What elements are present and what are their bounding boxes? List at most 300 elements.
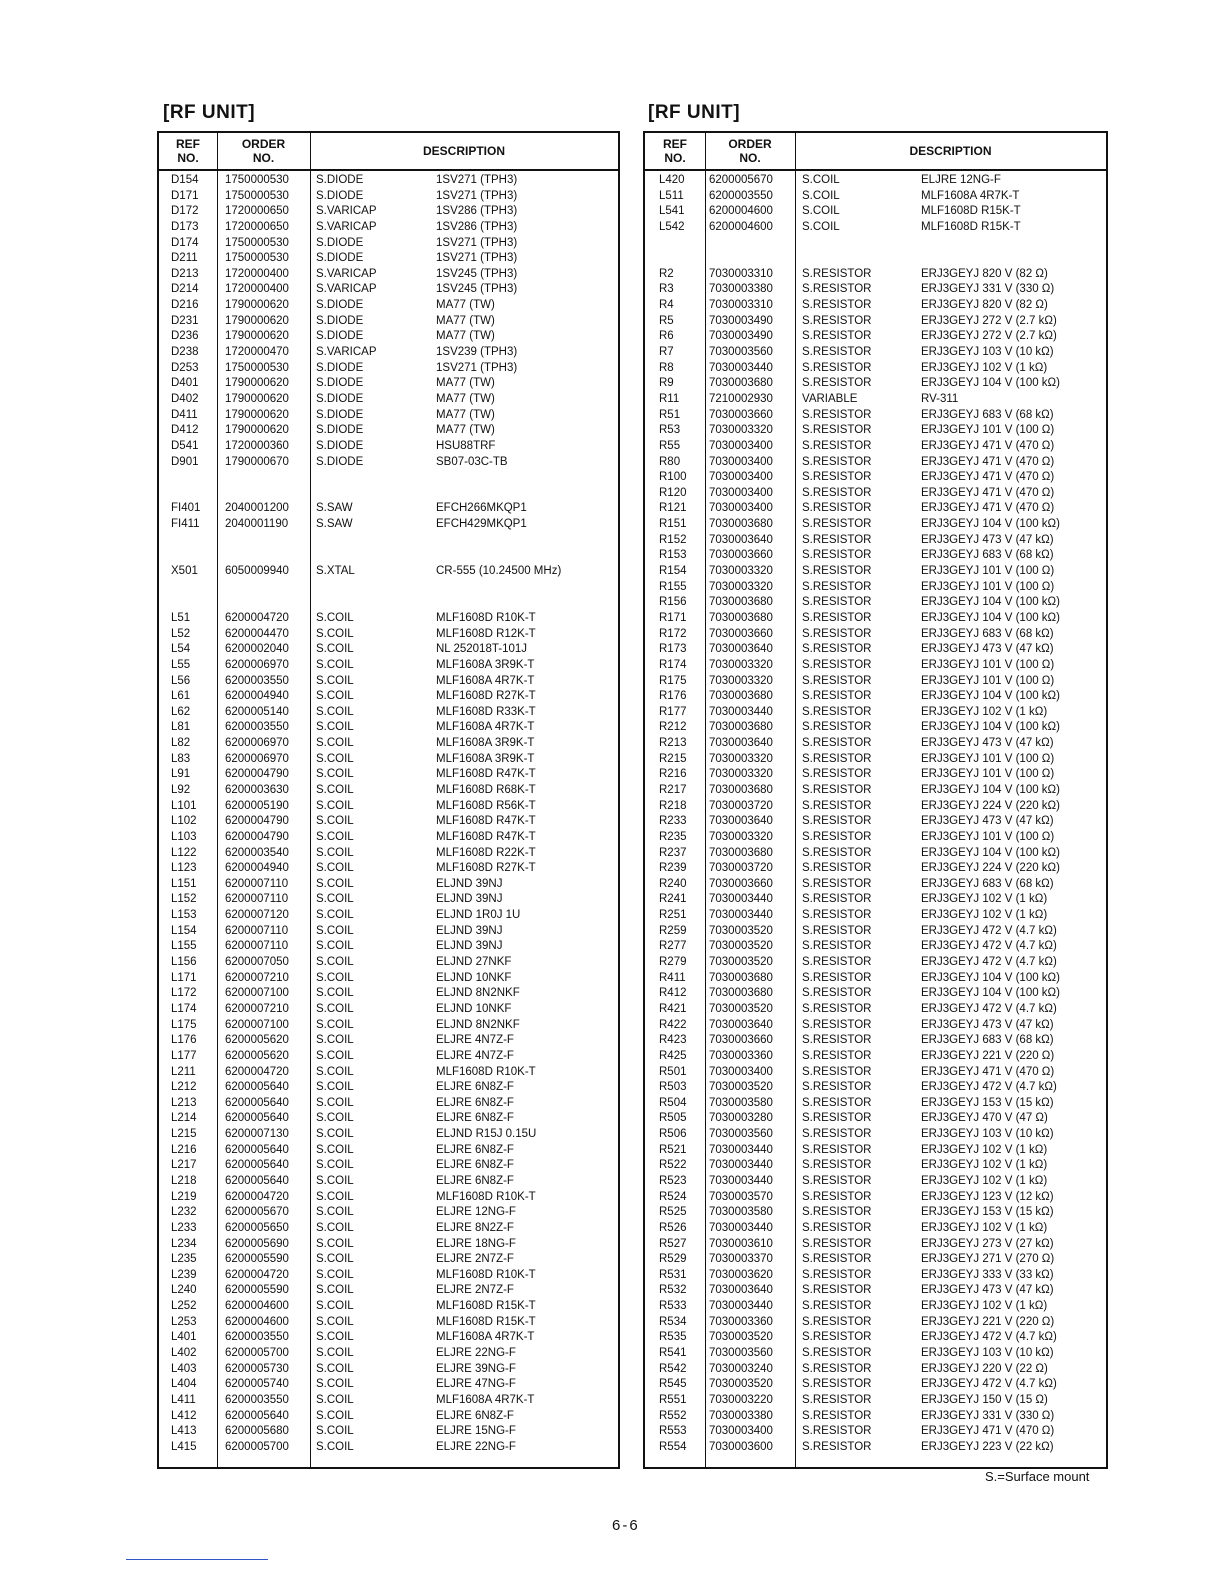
type-cell: S.COIL <box>316 815 354 828</box>
table-row <box>645 1127 1106 1143</box>
ref-no-cell: R156 <box>659 596 687 609</box>
ref-no-cell: L102 <box>171 815 197 828</box>
part-cell: ERJ3GEYJ 104 V (100 kΩ) <box>921 987 1060 1000</box>
part-cell: MLF1608D R27K-T <box>436 690 536 703</box>
table-row <box>645 971 1106 987</box>
part-cell: 1SV271 (TPH3) <box>436 361 518 374</box>
type-cell: S.RESISTOR <box>802 752 872 765</box>
ref-no-cell: R551 <box>659 1393 687 1406</box>
order-no-cell: 6200006970 <box>225 752 289 765</box>
ref-no-cell: D154 <box>171 174 199 186</box>
ref-no-cell: R533 <box>659 1300 687 1313</box>
ref-no-cell: R212 <box>659 721 687 734</box>
part-cell: 1SV245 (TPH3) <box>436 283 518 296</box>
order-no-cell: 7030003560 <box>709 1128 773 1141</box>
table-row <box>645 1377 1106 1393</box>
table-row <box>645 329 1106 345</box>
type-cell: S.COIL <box>316 1284 354 1297</box>
part-cell: ERJ3GEYJ 102 V (1 kΩ) <box>921 1175 1048 1187</box>
part-cell: ERJ3GEYJ 104 V (100 kΩ) <box>921 377 1060 390</box>
table-row <box>159 1080 618 1096</box>
type-cell: S.RESISTOR <box>802 846 872 859</box>
order-no-cell: 6200005640 <box>225 1159 289 1172</box>
table-row <box>159 674 618 690</box>
part-cell: MLF1608D R10K-T <box>436 1190 536 1203</box>
order-no-cell: 6200005620 <box>225 1034 289 1047</box>
type-cell: S.COIL <box>316 611 354 624</box>
type-cell: S.RESISTOR <box>802 1018 872 1031</box>
table-row <box>159 1299 618 1315</box>
table-row <box>159 236 618 252</box>
ref-no-cell: L213 <box>171 1096 197 1109</box>
table-row <box>645 814 1106 830</box>
order-no-cell: 6200002040 <box>225 643 289 656</box>
type-cell: S.RESISTOR <box>802 346 872 359</box>
part-cell: ERJ3GEYJ 472 V (4.7 kΩ) <box>921 1002 1057 1015</box>
ref-no-cell: D253 <box>171 361 199 374</box>
order-no-cell: 6200003550 <box>225 1393 289 1406</box>
ref-no-cell: L101 <box>171 799 197 812</box>
ref-no-cell: R2 <box>659 267 674 280</box>
order-no-cell: 7030003580 <box>709 1096 773 1109</box>
type-cell: S.COIL <box>316 1049 354 1062</box>
type-cell: S.COIL <box>316 1081 354 1094</box>
order-no-cell: 6200005690 <box>225 1237 289 1250</box>
type-cell: S.RESISTOR <box>802 1347 872 1360</box>
order-no-cell: 7030003640 <box>709 533 773 546</box>
ref-no-cell: R545 <box>659 1378 687 1391</box>
table-row <box>645 1268 1106 1284</box>
part-cell: ERJ3GEYJ 472 V (4.7 kΩ) <box>921 924 1057 937</box>
table-row <box>159 1002 618 1018</box>
part-cell: ERJ3GEYJ 104 V (100 kΩ) <box>921 690 1060 703</box>
table-row <box>645 674 1106 690</box>
part-cell: ERJ3GEYJ 221 V (220 Ω) <box>921 1049 1055 1062</box>
table-row <box>645 611 1106 627</box>
type-cell: S.RESISTOR <box>802 1331 872 1344</box>
type-cell: S.RESISTOR <box>802 830 872 843</box>
ref-no-cell: R531 <box>659 1268 687 1281</box>
part-cell: ELJND 8N2NKF <box>436 1018 520 1031</box>
type-cell: S.RESISTOR <box>802 455 872 468</box>
ref-no-cell: R80 <box>659 455 681 468</box>
type-cell: S.RESISTOR <box>802 1378 872 1391</box>
ref-no-cell: R425 <box>659 1049 687 1062</box>
order-no-cell: 6200007120 <box>225 909 289 922</box>
table-row <box>645 1143 1106 1159</box>
ref-no-cell: L412 <box>171 1409 197 1422</box>
type-cell: S.COIL <box>316 1096 354 1109</box>
table-row <box>645 799 1106 815</box>
part-cell: SB07-03C-TB <box>436 455 508 468</box>
ref-no-cell: R152 <box>659 533 687 546</box>
part-cell: ERJ3GEYJ 472 V (4.7 kΩ) <box>921 956 1057 969</box>
ref-no-cell: L411 <box>171 1393 196 1406</box>
ref-no-cell: R423 <box>659 1034 687 1047</box>
part-cell: MLF1608D R56K-T <box>436 799 536 812</box>
table-row <box>159 846 618 862</box>
part-cell: MLF1608D R47K-T <box>436 830 536 843</box>
table-row <box>645 658 1106 674</box>
type-cell: S.VARICAP <box>316 220 377 233</box>
part-cell: ERJ3GEYJ 473 V (47 kΩ) <box>921 1018 1054 1031</box>
type-cell: S.RESISTOR <box>802 1284 872 1297</box>
part-cell: ERJ3GEYJ 223 V (22 kΩ) <box>921 1440 1054 1453</box>
type-cell: S.RESISTOR <box>802 909 872 922</box>
part-cell: ELJND 1R0J 1U <box>436 909 521 922</box>
order-no-cell: 7030003680 <box>709 377 773 390</box>
type-cell: S.RESISTOR <box>802 314 872 327</box>
order-no-cell: 6200005620 <box>225 1049 289 1062</box>
ref-no-cell: R239 <box>659 862 687 875</box>
order-no-cell: 7030003570 <box>709 1190 773 1203</box>
order-no-cell: 6200006970 <box>225 737 289 750</box>
ref-no-cell: R542 <box>659 1362 687 1375</box>
part-cell: ERJ3GEYJ 123 V (12 kΩ) <box>921 1190 1054 1203</box>
part-cell: ERJ3GEYJ 471 V (470 Ω) <box>921 1065 1055 1078</box>
ref-no-cell: L402 <box>171 1347 197 1360</box>
table-row <box>159 627 618 643</box>
ref-no-cell: D238 <box>171 346 199 359</box>
part-cell: ELJND 27NKF <box>436 956 512 969</box>
order-no-cell: 6200004600 <box>225 1315 289 1328</box>
type-cell: S.COIL <box>316 893 354 906</box>
ref-no-cell: L252 <box>171 1300 197 1313</box>
table-row <box>159 720 618 736</box>
table-row <box>159 971 618 987</box>
table-row <box>159 908 618 924</box>
order-no-cell: 7030003400 <box>709 502 773 515</box>
ref-no-cell: R153 <box>659 549 687 562</box>
order-no-cell: 6200007210 <box>225 1002 289 1015</box>
part-cell: MLF1608A 4R7K-T <box>921 189 1020 202</box>
type-cell: S.RESISTOR <box>802 674 872 687</box>
order-no-cell: 6200005640 <box>225 1096 289 1109</box>
table-row <box>645 1299 1106 1315</box>
order-no-cell: 7030003520 <box>709 940 773 953</box>
type-cell: S.RESISTOR <box>802 1409 872 1422</box>
part-cell: ELJND 10NKF <box>436 1002 512 1015</box>
type-cell: S.RESISTOR <box>802 737 872 750</box>
type-cell: S.RESISTOR <box>802 1096 872 1109</box>
type-cell: S.RESISTOR <box>802 1237 872 1250</box>
type-cell: S.DIODE <box>316 424 364 437</box>
part-cell: MLF1608D R10K-T <box>436 1268 536 1281</box>
table-row <box>159 1237 618 1253</box>
type-cell: S.COIL <box>802 220 840 233</box>
part-cell: 1SV286 (TPH3) <box>436 220 518 233</box>
part-cell: ERJ3GEYJ 102 V (1 kΩ) <box>921 1221 1048 1234</box>
type-cell: S.COIL <box>316 1206 354 1219</box>
type-cell: S.COIL <box>316 1362 354 1375</box>
type-cell: S.COIL <box>316 1253 354 1266</box>
type-cell: S.DIODE <box>316 299 364 312</box>
type-cell: S.COIL <box>316 971 354 984</box>
order-no-cell: 7030003440 <box>709 1143 773 1156</box>
part-cell: ELJND 8N2NKF <box>436 987 520 1000</box>
table-row <box>645 1346 1106 1362</box>
type-cell: S.RESISTOR <box>802 877 872 890</box>
table-row <box>159 689 618 705</box>
order-no-cell: 6200003550 <box>709 189 773 202</box>
table-row <box>159 611 618 627</box>
order-no-cell: 6200004790 <box>225 815 289 828</box>
table-row <box>159 877 618 893</box>
table-row <box>159 1409 618 1425</box>
order-no-cell: 7030003640 <box>709 1018 773 1031</box>
type-cell: S.SAW <box>316 518 353 531</box>
order-no-cell: 7030003440 <box>709 909 773 922</box>
part-cell: ERJ3GEYJ 473 V (47 kΩ) <box>921 643 1054 656</box>
table-row <box>645 314 1106 330</box>
order-no-cell: 7030003490 <box>709 314 773 327</box>
order-no-cell: 7030003440 <box>709 1300 773 1313</box>
table-row <box>159 595 618 611</box>
type-cell: S.COIL <box>316 877 354 890</box>
table-row <box>159 1174 618 1190</box>
part-cell: 1SV271 (TPH3) <box>436 252 518 265</box>
order-no-cell: 7030003720 <box>709 799 773 812</box>
part-cell: MLF1608D R68K-T <box>436 783 536 796</box>
ref-no-cell: R5 <box>659 314 674 327</box>
ref-no-cell: R535 <box>659 1331 687 1344</box>
table-row <box>645 1096 1106 1112</box>
ref-no-cell: R154 <box>659 565 687 578</box>
table-row <box>645 251 1106 267</box>
order-no-cell: 6200005590 <box>225 1284 289 1297</box>
table-row <box>645 720 1106 736</box>
part-cell: MLF1608D R10K-T <box>436 1065 536 1078</box>
type-cell: S.COIL <box>802 174 840 186</box>
ref-no-cell: R526 <box>659 1221 687 1234</box>
ref-no-cell: L83 <box>171 752 191 765</box>
part-cell: MA77 (TW) <box>436 377 495 390</box>
part-cell: 1SV271 (TPH3) <box>436 174 518 186</box>
type-cell: S.RESISTOR <box>802 565 872 578</box>
table-row <box>645 486 1106 502</box>
order-no-cell: 6050009940 <box>225 565 289 578</box>
type-cell: S.VARICAP <box>316 346 377 359</box>
ref-no-cell: L234 <box>171 1237 197 1250</box>
ref-no-cell: FI411 <box>171 518 200 531</box>
type-cell: S.DIODE <box>316 236 364 249</box>
order-no-cell: 7030003600 <box>709 1440 773 1453</box>
part-cell: ERJ3GEYJ 224 V (220 kΩ) <box>921 799 1060 812</box>
ref-no-cell: L240 <box>171 1284 197 1297</box>
ref-no-cell: L218 <box>171 1175 197 1187</box>
type-cell: S.RESISTOR <box>802 533 872 546</box>
order-no-cell: 7030003680 <box>709 721 773 734</box>
right-table-body <box>645 173 1106 1456</box>
type-cell: S.COIL <box>316 690 354 703</box>
type-cell: S.COIL <box>316 1190 354 1203</box>
order-no-cell: 6200007110 <box>225 940 289 953</box>
type-cell: S.RESISTOR <box>802 299 872 312</box>
part-cell: MLF1608D R15K-T <box>436 1315 536 1328</box>
order-no-cell: 2040001200 <box>225 502 289 515</box>
ref-no-cell: R3 <box>659 283 674 296</box>
type-cell: S.DIODE <box>316 455 364 468</box>
order-no-cell: 7030003360 <box>709 1315 773 1328</box>
order-no-cell: 7030003440 <box>709 1221 773 1234</box>
part-cell: ERJ3GEYJ 101 V (100 Ω) <box>921 658 1055 671</box>
part-cell: ERJ3GEYJ 470 V (47 Ω) <box>921 1112 1048 1125</box>
table-row <box>159 1330 618 1346</box>
table-row <box>159 924 618 940</box>
type-cell: S.RESISTOR <box>802 439 872 452</box>
right-table-header <box>645 133 1106 171</box>
part-cell: MLF1608D R22K-T <box>436 846 536 859</box>
ref-no-cell: D173 <box>171 220 199 233</box>
ref-no-cell: R504 <box>659 1096 687 1109</box>
order-no-cell: 7030003320 <box>709 752 773 765</box>
table-row <box>159 736 618 752</box>
table-row <box>159 1221 618 1237</box>
type-cell: S.RESISTOR <box>802 1112 872 1125</box>
left-table-body <box>159 173 618 1456</box>
type-cell: S.DIODE <box>316 361 364 374</box>
ref-no-cell: L176 <box>171 1034 197 1047</box>
type-cell: S.COIL <box>316 721 354 734</box>
part-cell: ERJ3GEYJ 101 V (100 Ω) <box>921 768 1055 781</box>
part-cell: ERJ3GEYJ 224 V (220 kΩ) <box>921 862 1060 875</box>
type-cell: S.COIL <box>316 643 354 656</box>
part-cell: MA77 (TW) <box>436 424 495 437</box>
table-row <box>645 220 1106 236</box>
table-row <box>645 689 1106 705</box>
type-cell: S.RESISTOR <box>802 783 872 796</box>
order-no-cell: 1720000650 <box>225 205 289 218</box>
order-no-cell: 7030003240 <box>709 1362 773 1375</box>
type-cell: S.COIL <box>316 909 354 922</box>
type-cell: S.COIL <box>316 1393 354 1406</box>
ref-no-cell: R277 <box>659 940 687 953</box>
order-no-cell: 1750000530 <box>225 174 289 186</box>
part-cell: ERJ3GEYJ 153 V (15 kΩ) <box>921 1206 1054 1219</box>
part-cell: MLF1608D R47K-T <box>436 815 536 828</box>
ref-no-cell: D214 <box>171 283 199 296</box>
table-row <box>159 204 618 220</box>
part-cell: ERJ3GEYJ 471 V (470 Ω) <box>921 455 1055 468</box>
part-cell: ERJ3GEYJ 683 V (68 kΩ) <box>921 1034 1054 1047</box>
table-row <box>159 361 618 377</box>
order-no-cell: 1720000400 <box>225 267 289 280</box>
order-no-cell: 7030003400 <box>709 1425 773 1438</box>
ref-no-cell: FI401 <box>171 502 201 515</box>
table-row <box>159 1393 618 1409</box>
ref-no-cell: D231 <box>171 314 199 327</box>
part-cell: MA77 (TW) <box>436 314 495 327</box>
order-no-cell: 6200004600 <box>709 205 773 218</box>
table-row <box>159 986 618 1002</box>
order-no-cell: 6200005740 <box>225 1378 289 1391</box>
ref-no-cell: L214 <box>171 1112 197 1125</box>
part-cell: ELJND R15J 0.15U <box>436 1128 537 1141</box>
ref-no-header: REF NO. <box>176 137 200 165</box>
table-row <box>159 439 618 455</box>
table-row <box>645 705 1106 721</box>
type-cell: S.RESISTOR <box>802 658 872 671</box>
ref-no-cell: R241 <box>659 893 687 906</box>
type-cell: S.RESISTOR <box>802 956 872 969</box>
type-cell: S.RESISTOR <box>802 940 872 953</box>
type-cell: S.COIL <box>316 1112 354 1125</box>
part-cell: ERJ3GEYJ 471 V (470 Ω) <box>921 471 1055 484</box>
type-cell: S.COIL <box>316 1378 354 1391</box>
order-no-cell: 7030003720 <box>709 862 773 875</box>
order-no-cell: 2040001190 <box>225 518 289 531</box>
type-cell: S.COIL <box>316 830 354 843</box>
table-row <box>645 1440 1106 1456</box>
table-row <box>159 1315 618 1331</box>
ref-no-cell: R172 <box>659 627 687 640</box>
table-row <box>645 455 1106 471</box>
order-no-cell: 7030003490 <box>709 330 773 343</box>
table-row <box>645 1174 1106 1190</box>
ref-no-cell: L233 <box>171 1221 197 1234</box>
order-no-cell: 7030003380 <box>709 283 773 296</box>
ref-no-cell: L56 <box>171 674 191 687</box>
ref-no-cell: L177 <box>171 1049 197 1062</box>
part-cell: ELJRE 22NG-F <box>436 1347 516 1360</box>
order-no-cell: 6200004600 <box>225 1300 289 1313</box>
table-row <box>645 564 1106 580</box>
ref-no-cell: R259 <box>659 924 687 937</box>
part-cell: ERJ3GEYJ 102 V (1 kΩ) <box>921 1143 1048 1156</box>
ref-no-cell: R218 <box>659 799 687 812</box>
table-row <box>159 861 618 877</box>
part-cell: ELJND 39NJ <box>436 877 503 890</box>
type-cell: S.DIODE <box>316 252 364 265</box>
order-no-cell: 6200007110 <box>225 893 289 906</box>
order-no-header: ORDER NO. <box>728 137 772 165</box>
part-cell: ERJ3GEYJ 101 V (100 Ω) <box>921 580 1055 593</box>
part-cell: CR-555 (10.24500 MHz) <box>436 565 562 578</box>
order-no-cell: 7030003320 <box>709 565 773 578</box>
ref-no-cell: L235 <box>171 1253 197 1266</box>
ref-no-cell: R121 <box>659 502 687 515</box>
ref-no-cell: L151 <box>171 877 197 890</box>
type-cell: S.RESISTOR <box>802 721 872 734</box>
type-cell: S.RESISTOR <box>802 1206 872 1219</box>
table-row <box>645 736 1106 752</box>
ref-no-cell: L82 <box>171 737 191 750</box>
type-cell: S.COIL <box>316 1034 354 1047</box>
order-no-cell: 6200003550 <box>225 1331 289 1344</box>
table-row <box>159 767 618 783</box>
ref-no-cell: L54 <box>171 643 191 656</box>
order-no-cell: 6200007100 <box>225 987 289 1000</box>
part-cell: ERJ3GEYJ 473 V (47 kΩ) <box>921 1284 1054 1297</box>
part-cell: ELJRE 18NG-F <box>436 1237 516 1250</box>
description-header: DESCRIPTION <box>909 144 992 158</box>
ref-no-cell: D172 <box>171 205 199 218</box>
part-cell: ERJ3GEYJ 103 V (10 kΩ) <box>921 1347 1054 1360</box>
order-no-cell: 7030003680 <box>709 518 773 531</box>
part-cell: ERJ3GEYJ 104 V (100 kΩ) <box>921 611 1060 624</box>
order-no-cell: 6200004720 <box>225 1190 289 1203</box>
type-cell: S.RESISTOR <box>802 1190 872 1203</box>
left-parts-table <box>157 131 620 1469</box>
left-table-header <box>159 133 618 171</box>
order-no-cell: 1750000530 <box>225 189 289 202</box>
description-header: DESCRIPTION <box>422 144 505 158</box>
type-cell: S.RESISTOR <box>802 1081 872 1094</box>
type-cell: S.COIL <box>316 1315 354 1328</box>
order-no-cell: 7030003680 <box>709 987 773 1000</box>
table-row <box>159 1049 618 1065</box>
ref-no-cell: L81 <box>171 721 191 734</box>
